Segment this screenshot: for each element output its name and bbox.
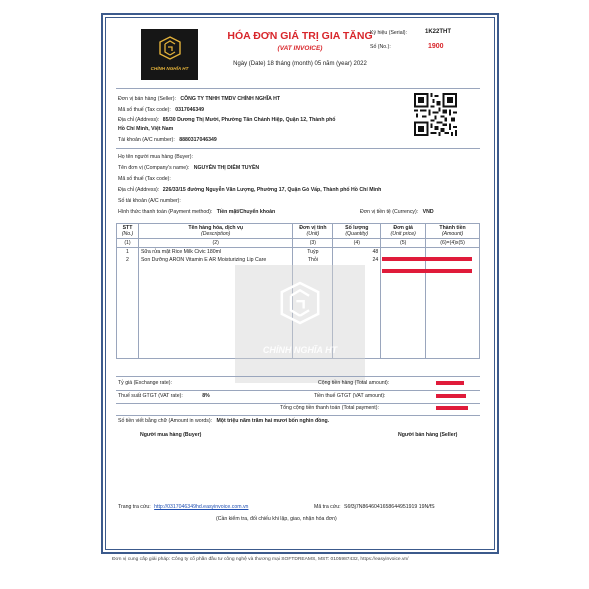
row-unit: Tuýp: [293, 248, 333, 257]
serial-label: Ký hiệu (Serial):: [370, 30, 407, 36]
index-cell: (5): [381, 239, 426, 248]
divider: [116, 403, 480, 404]
buyer-account-label: Số tài khoản (A/C number):: [118, 198, 181, 204]
column-header: Thành tiền (Amount): [426, 224, 480, 239]
payment-value: Tiền mặt/Chuyển khoản: [216, 209, 276, 215]
row-amount: [426, 248, 480, 257]
buyer-company-value: NGUYỄN THỊ DIỄM TUYỀN: [193, 165, 260, 171]
buyer-address-label: Địa chỉ (Address):: [118, 187, 160, 193]
vat-rate-label: Thuế suất GTGT (VAT rate):: [118, 393, 183, 399]
payment-label: Hình thức thanh toán (Payment method):: [118, 209, 213, 215]
amount-words-label: Số tiền viết bằng chữ (Amount in words):: [118, 418, 213, 424]
redaction-mark: [382, 269, 472, 273]
total-payment-label: Tổng cộng tiền thanh toán (Total payment):: [280, 405, 379, 411]
currency-row: [360, 209, 434, 215]
buyer-address-value: 226/33/15 đường Nguyễn Văn Lượng, Phường 17, Quận Gò Vấp, Thành phố Hồ Chí Minh: [162, 187, 382, 193]
divider: [116, 88, 480, 89]
buyer-tax-label: Mã số thuế (Tax code):: [118, 176, 171, 182]
seller-name-label: Đơn vị bán hàng (Seller):: [118, 96, 176, 102]
seller-name-row: [118, 96, 280, 102]
amount-words-value: Một triệu năm trăm hai mươi bốn nghìn đồng.: [216, 418, 330, 424]
divider: [116, 390, 480, 391]
vat-amount-label: Tiền thuế GTGT (VAT amount):: [314, 393, 386, 399]
logo-mark-icon: [159, 36, 181, 60]
lookup-code-value: S6f3j7N8646041658644951919 19N/fS: [344, 504, 435, 510]
index-cell: (2): [138, 239, 292, 248]
invoice-subtitle: (VAT INVOICE): [277, 45, 323, 52]
redaction-mark: [436, 381, 464, 385]
vat-rate-row: [118, 393, 210, 399]
table-row: [117, 248, 480, 257]
invoice-title: HÓA ĐƠN GIÁ TRỊ GIA TĂNG: [227, 30, 373, 42]
row-description: Son Dưỡng ARON Vitamin E AR Moisturizing Lip Care: [138, 256, 292, 359]
column-header: Đơn giá (Unit price): [381, 224, 426, 239]
divider: [116, 415, 480, 416]
seller-account-label: Tài khoản (A/C number):: [118, 137, 175, 143]
row-number: 2: [117, 256, 139, 359]
subtotal-label: Cộng tiền hàng (Total amount):: [318, 380, 390, 386]
lookup-label: Trang tra cứu:: [118, 504, 151, 510]
redaction-mark: [436, 406, 468, 410]
invoice-no-label: Số (No.):: [370, 44, 391, 50]
seller-address-label: Địa chỉ (Address):: [118, 117, 160, 123]
redaction-mark: [382, 257, 472, 261]
buyer-signature-label: Người mua hàng (Buyer): [140, 432, 202, 438]
watermark-text: CHÍNH NGHĨA HT: [262, 345, 338, 355]
invoice-date: Ngày (Date) 18 tháng (month) 05 năm (year) 2022: [233, 61, 367, 67]
divider: [116, 148, 480, 149]
table-index-row: [117, 239, 480, 248]
lookup-note: (Cần kiểm tra, đối chiếu khi lập, giao, nhận hóa đơn): [216, 516, 337, 522]
seller-address-line2: Hồ Chí Minh, Việt Nam: [118, 126, 174, 132]
seller-account-row: [118, 137, 217, 143]
seller-tax-row: [118, 107, 204, 113]
logo-text: CHÍNH NGHĨA HT: [150, 66, 189, 71]
index-cell: (1): [117, 239, 139, 248]
row-quantity: 48: [333, 248, 381, 257]
row-number: 1: [117, 248, 139, 257]
table-header-row: [117, 224, 480, 239]
lookup-code-label: Mã tra cứu:: [314, 504, 341, 510]
vat-rate-value: 8%: [202, 393, 210, 399]
seller-address-row: [118, 117, 335, 123]
row-quantity: 24: [333, 256, 381, 359]
invoice-no-value: 1900: [428, 43, 444, 50]
serial-value: 1K22THT: [425, 29, 452, 35]
footer-provider: Đơn vị cung cấp giải pháp: Công ty cổ phần đầu tư công nghệ và thương mại SOFTDREAMS, MST: 0105987432, https://easyinvoice.vn/: [112, 557, 409, 562]
seller-signature-label: Người bán hàng (Seller): [398, 432, 458, 438]
currency-value: VND: [422, 209, 434, 215]
currency-label: Đơn vị tiền tệ (Currency):: [360, 209, 419, 215]
buyer-company-label: Tên đơn vị (Company's name):: [118, 165, 190, 171]
buyer-name-label: Họ tên người mua hàng (Buyer):: [118, 154, 193, 160]
index-cell: (4): [333, 239, 381, 248]
divider: [116, 376, 480, 377]
amount-words-row: [118, 418, 329, 424]
index-cell: (3): [293, 239, 333, 248]
column-header: STT (No.): [117, 224, 139, 239]
buyer-address-row: [118, 187, 381, 193]
qr-code-icon: [414, 93, 457, 136]
seller-name-value: CÔNG TY TNHH TMDV CHÍNH NGHĨA HT: [180, 96, 281, 102]
column-header: Tên hàng hóa, dịch vụ (Description): [138, 224, 292, 239]
column-header: Số lượng (Quantity): [333, 224, 381, 239]
row-unit-price: [381, 248, 426, 257]
lookup-code-row: [314, 504, 435, 510]
lookup-link[interactable]: http://0317046349hd.easyinvoice.com.vn: [154, 504, 249, 510]
redaction-mark: [436, 394, 466, 398]
watermark-logo-icon: [280, 279, 320, 327]
exchange-rate-label: Tỷ giá (Exchange rate):: [118, 380, 172, 386]
watermark: [235, 265, 365, 383]
buyer-company-row: [118, 165, 259, 171]
column-header: Đơn vị tính (Unit): [293, 224, 333, 239]
company-logo: [141, 29, 198, 80]
lookup-row: [118, 504, 248, 510]
seller-tax-value: 0317046349: [175, 107, 205, 113]
row-description: Sữa rửa mặt Rice Milk Civic 180ml: [138, 248, 292, 257]
seller-account-value: 8880317046349: [179, 137, 217, 143]
index-cell: (6)=(4)x(5): [426, 239, 480, 248]
seller-tax-label: Mã số thuế (Tax code):: [118, 107, 171, 113]
payment-row: [118, 209, 275, 215]
row-unit: Thỏi: [293, 256, 333, 359]
seller-address-value: 85/30 Dương Thị Mười, Phường Tân Chánh Hiệp, Quận 12, Thành phố: [162, 117, 336, 123]
